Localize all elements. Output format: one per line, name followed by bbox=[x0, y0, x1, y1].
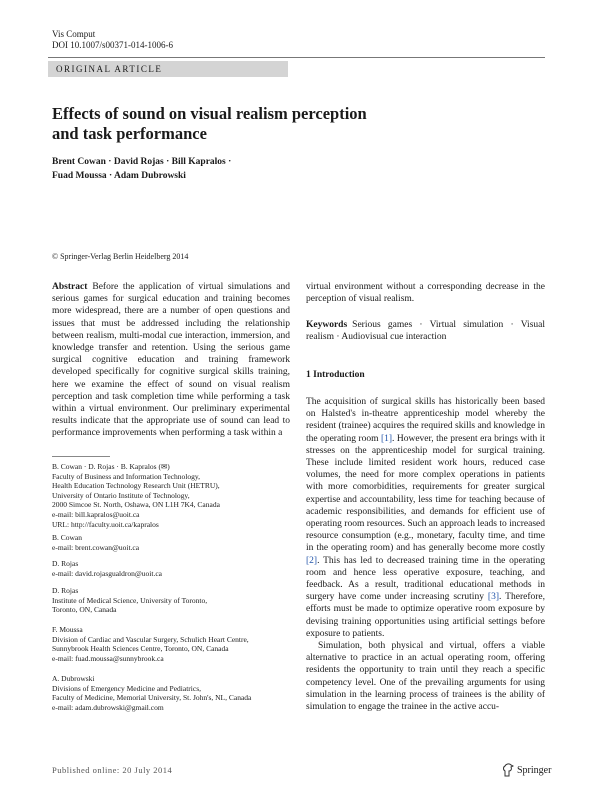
authors-line-2: Fuad Moussa · Adam Dubrowski bbox=[52, 171, 186, 181]
abstract-label: Abstract bbox=[52, 282, 88, 292]
title-line-1: Effects of sound on visual realism perception bbox=[52, 104, 367, 123]
authors-line-1: Brent Cowan · David Rojas · Bill Kapralos · bbox=[52, 157, 232, 167]
keywords-text: Serious games · Virtual simulation · Visual realism · Audiovisual cue interaction bbox=[306, 320, 545, 343]
affiliation-block-1 bbox=[52, 462, 292, 529]
keywords bbox=[306, 319, 545, 343]
aff-line: 2000 Simcoe St. North, Oshawa, ON L1H 7K4, Canada bbox=[52, 500, 220, 510]
abstract bbox=[52, 281, 290, 440]
aff-line: A. Dubrowski bbox=[52, 674, 95, 683]
abstract-text: Before the application of virtual simulations and serious games for surgical education and training becomes more widespread, there are a number of open questions and issues that must be addressed including the relationship between realism, multi-modal cue interaction, immersion, and knowledge transfer and retention. Using the serious game surgical cognitive education and training framework developed specifically for cognitive surgical skills training, here we examine the effect of sound on visual realism perception and task completion time while performing a task within a virtual environment. Our preliminary experimental results indicate that the appropriate use of sound can lead to performance improvements when performing a task within a bbox=[52, 282, 290, 439]
aff-line: Division of Cardiac and Vascular Surgery, Schulich Heart Centre, bbox=[52, 634, 249, 644]
aff-line: Health Education Technology Research Unit (HETRU), bbox=[52, 481, 220, 491]
aff-line: Faculty of Business and Information Technology, bbox=[52, 471, 200, 481]
footnote-separator bbox=[52, 456, 110, 457]
email-link[interactable]: e-mail: brent.cowan@uoit.ca bbox=[52, 542, 140, 552]
aff-line: Institute of Medical Science, University of Toronto, bbox=[52, 595, 208, 605]
aff-line: University of Ontario Institute of Technology, bbox=[52, 490, 190, 500]
email-link[interactable]: e-mail: bill.kapralos@uoit.ca bbox=[52, 509, 140, 519]
affiliation-block-3 bbox=[52, 559, 292, 578]
aff-line: F. Moussa bbox=[52, 625, 83, 634]
aff-line: B. Cowan bbox=[52, 533, 82, 542]
text-run: The acquisition of surgical skills has historically been based on Halsted's in-theatre apprenticeship model whereby the resident (trainee) acquires the required skills and knowledge in the operating room bbox=[306, 397, 545, 444]
doi[interactable]: DOI 10.1007/s00371-014-1006-6 bbox=[52, 40, 173, 50]
affiliation-block-4 bbox=[52, 586, 292, 615]
springer-horse-icon bbox=[502, 763, 514, 777]
intro-paragraph-1 bbox=[306, 396, 545, 640]
section-heading-introduction: 1 Introduction bbox=[306, 370, 365, 380]
text-run: . This has led to decreased training time in the operating room and hence less operative exposure, teaching, and feedback. As a result, traditional educational methods in surgery have come under increasing scrutiny bbox=[306, 555, 545, 603]
abstract-continued bbox=[306, 281, 545, 305]
aff-line: Toronto, ON, Canada bbox=[52, 605, 117, 615]
journal-name: Vis Comput bbox=[52, 29, 96, 39]
aff-line: Divisions of Emergency Medicine and Pediatrics, bbox=[52, 683, 201, 693]
aff-line: Faculty of Medicine, Memorial University, St. John's, NL, Canada bbox=[52, 693, 252, 703]
introduction-body bbox=[306, 396, 545, 713]
publisher-logo bbox=[502, 763, 551, 777]
citation-link[interactable]: [2] bbox=[306, 555, 318, 566]
affiliation-block-2 bbox=[52, 533, 292, 552]
publisher-name: Springer bbox=[517, 764, 552, 776]
article-type-band bbox=[48, 61, 288, 77]
author-list bbox=[52, 155, 382, 183]
citation-link[interactable]: [3] bbox=[487, 592, 499, 603]
affiliation-block-5 bbox=[52, 625, 292, 663]
text-run: . However, the present era brings with it stresses on the apprenticeship model for surgical training. These include limited resident work hours, reduced case volumes, the need for more complex operations in patients with more comorbidities, requirements for greater surgical expertise and accountability, less time for teaching because of academic responsibilities, and demands for efficient use of operating room resources. Such an approach leads to increased resource consumption (e.g., monetary, faculty time, and time in the operating room) and has generally become more costly bbox=[306, 433, 545, 554]
abstract-text-continued: virtual environment without a corresponding decrease in the perception of visual realism. bbox=[306, 282, 545, 305]
aff-line: D. Rojas bbox=[52, 586, 79, 595]
email-link[interactable]: e-mail: fuad.moussa@sunnybrook.ca bbox=[52, 653, 164, 663]
url-link[interactable]: URL: http://faculty.uoit.ca/kapralos bbox=[52, 519, 159, 529]
email-link[interactable]: e-mail: david.rojasgualdron@uoit.ca bbox=[52, 568, 162, 578]
intro-paragraph-2: Simulation, both physical and virtual, offers a viable alternative to practice in an actual operating room, offering residents the opportunity to train until they reach a specific competency level. One of the prevailing arguments for using simulation in the learning process of trainees is the ability of simulation to engage the trainee in the active accu- bbox=[306, 641, 545, 713]
title-line-2: and task performance bbox=[52, 124, 207, 143]
citation-link[interactable]: [1] bbox=[380, 433, 393, 444]
keywords-label: Keywords bbox=[306, 320, 348, 330]
header-rule bbox=[48, 57, 545, 58]
paper-title bbox=[52, 104, 412, 144]
published-date: Published online: 20 July 2014 bbox=[52, 765, 173, 775]
aff-line: B. Cowan · D. Rojas · B. Kapralos (✉) bbox=[52, 462, 170, 471]
article-type: ORIGINAL ARTICLE bbox=[56, 64, 163, 74]
email-link[interactable]: e-mail: adam.dubrowski@gmail.com bbox=[52, 702, 164, 712]
aff-line: Sunnybrook Health Sciences Centre, Toronto, ON, Canada bbox=[52, 644, 229, 654]
copyright: © Springer-Verlag Berlin Heidelberg 2014 bbox=[52, 252, 189, 261]
affiliation-block-6 bbox=[52, 674, 292, 712]
aff-line: D. Rojas bbox=[52, 559, 79, 568]
text-run: . Therefore, efforts must be made to optimize operative room exposure by devising training opportunities using artificial settings before exposure to patients. bbox=[306, 592, 545, 639]
journal-header bbox=[52, 29, 173, 51]
